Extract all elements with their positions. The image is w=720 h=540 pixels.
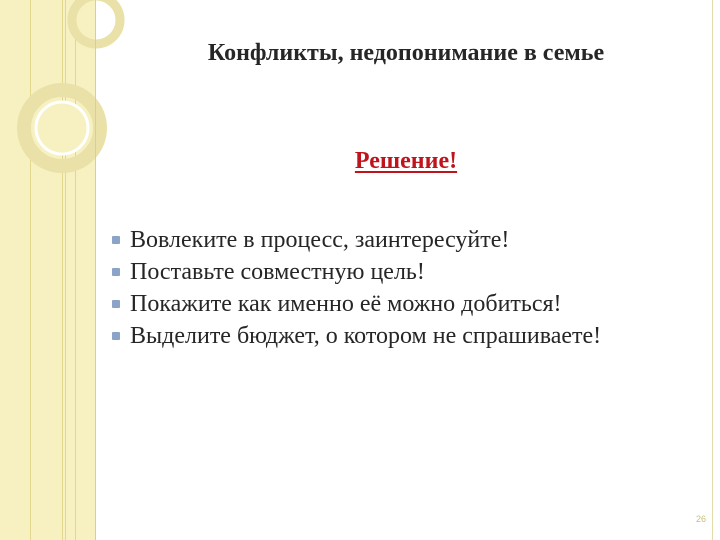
bullet-text: Поставьте совместную цель! (130, 259, 425, 285)
square-bullet-icon (112, 236, 120, 244)
bullet-text: Выделите бюджет, о котором не спрашиваете! (130, 323, 602, 349)
slide-subtitle: Решение! (354, 148, 458, 174)
square-bullet-icon (112, 300, 120, 308)
bullet-item (112, 224, 672, 256)
square-bullet-icon (112, 332, 120, 340)
decorative-ring-inner (36, 102, 88, 154)
bullet-item (112, 288, 672, 320)
content-right-border (712, 0, 713, 540)
page-number: 26 (695, 514, 706, 524)
square-bullet-icon (112, 268, 120, 276)
bullet-list (112, 224, 672, 352)
content-left-border (95, 0, 96, 540)
decorative-rings (0, 0, 110, 200)
bullet-text: Покажите как именно её можно добиться! (130, 291, 562, 317)
slide-subtitle-wrapper (100, 148, 712, 175)
decorative-ring-small (72, 0, 120, 44)
bullet-item (112, 320, 672, 352)
slide-title: Конфликты, недопонимание в семье (207, 40, 605, 66)
bullet-item (112, 256, 672, 288)
bullet-text: Вовлеките в процесс, заинтересуйте! (130, 227, 510, 253)
